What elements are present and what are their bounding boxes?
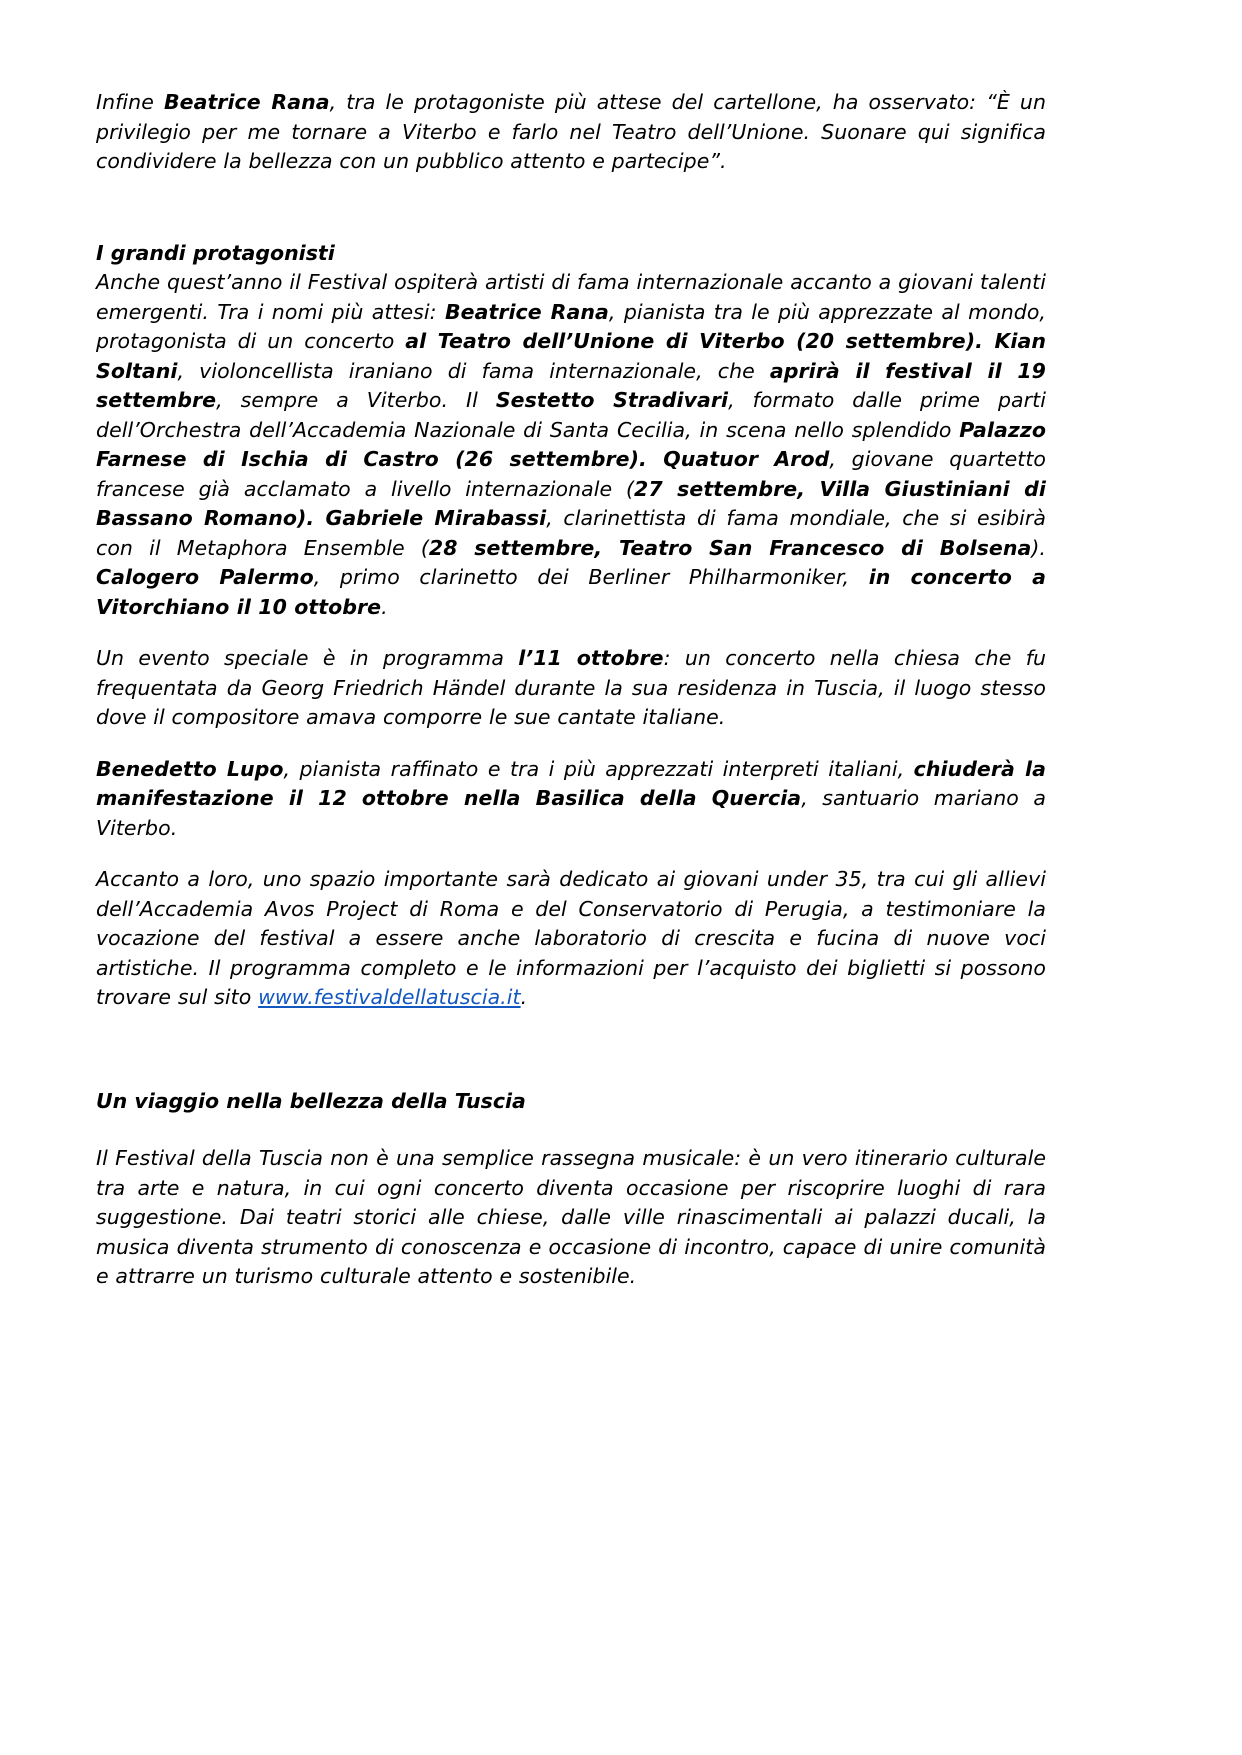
emphasis-bold-run: Palazzo Farnese di Ischia di Castro (26 settembre). Quatuor Arod <box>96 417 1046 471</box>
external-link-festival-site[interactable]: www.festivaldellatuscia.it <box>258 985 521 1009</box>
spacer <box>96 622 1046 644</box>
text-run: , formato dalle prime parti dell’Orchestra dell’Accademia Nazionale di Santa Cecilia, in scena nello splendido <box>96 388 1046 442</box>
text-run: , santuario mariano a Viterbo. <box>96 786 1046 840</box>
paragraph-evento-speciale <box>96 644 1046 733</box>
paragraph-protagonisti <box>96 268 1046 622</box>
spacer <box>96 1116 1046 1144</box>
text-run: , giovane quartetto francese già acclamato a livello internazionale ( <box>96 447 1046 501</box>
spacer <box>96 843 1046 865</box>
emphasis-bold-run: Calogero Palermo <box>96 565 314 589</box>
text-run: , sempre a Viterbo. Il <box>216 388 496 412</box>
text-run: , primo clarinetto dei Berliner Philharmoniker, <box>313 565 869 589</box>
document-body <box>96 88 1046 1292</box>
emphasis-bold-run: l’11 ottobre <box>518 646 664 670</box>
text-run: : un concerto nella chiesa che fu frequentata da Georg Friedrich Händel durante la sua residenza in Tuscia, il luogo stesso dove il compositore amava comporre le sue cantate italiane. <box>96 646 1047 729</box>
emphasis-bold-run: 27 settembre, Villa Giustiniani di Bassano Romano). Gabriele Mirabassi <box>96 476 1046 530</box>
paragraph-benedetto-lupo <box>96 755 1046 844</box>
text-run: Un evento speciale è in programma <box>96 646 519 670</box>
emphasis-bold-run: chiuderà la manifestazione il 12 ottobre nella Basilica della Quercia <box>96 756 1046 810</box>
text-run: , tra le protagoniste più attese del cartellone, ha osservato: “È un privilegio per me tornare a Viterbo e farlo nel Teatro dell’Unione. Suonare qui significa condividere la bellezza con un pubblico attento e partecipe”. <box>96 90 1047 173</box>
spacer <box>96 733 1046 755</box>
text-run: . <box>381 594 388 619</box>
emphasis-bold-run: Beatrice Rana <box>444 299 609 324</box>
text-run: , pianista raffinato e tra i più apprezzati interpreti italiani, <box>283 756 914 781</box>
text-run: Il Festival della Tuscia non è una semplice rassegna musicale: è un vero itinerario culturale tra arte e natura, in cui ogni concerto diventa occasione per riscoprire luoghi di rara suggestione. Dai teatri storici alle chiese, dalle ville rinascimentali ai palazzi ducali, la musica diventa strumento di conoscenza e occasione di incontro, capace di unire comunità e attrarre un turismo culturale attento e sostenibile. <box>96 1146 1046 1288</box>
paragraph-viaggio-tuscia <box>96 1144 1046 1292</box>
text-run: , clarinettista di fama mondiale, che si esibirà con il Metaphora Ensemble ( <box>96 506 1046 560</box>
emphasis-bold-run: Beatrice Rana <box>163 90 330 114</box>
emphasis-bold-run: 28 settembre, Teatro San Francesco di Bolsena <box>428 535 1032 560</box>
emphasis-bold-run: in concerto a Vitorchiano il 10 ottobre <box>96 565 1046 619</box>
emphasis-bold-run: al Teatro dell’Unione di Viterbo (20 settembre). Kian Soltani <box>96 329 1047 383</box>
section-heading-protagonisti: I grandi protagonisti <box>96 240 335 265</box>
text-run: Anche quest’anno il Festival ospiterà artisti di fama internazionale accanto a giovani talenti emergenti. Tra i nomi più attesi: <box>96 270 1046 324</box>
emphasis-bold-run: aprirà il festival il 19 settembre <box>96 358 1046 412</box>
emphasis-bold-run: Benedetto Lupo <box>96 756 284 781</box>
emphasis-bold-run: Sestetto Stradivari <box>495 388 729 412</box>
paragraph-giovani-under-35 <box>96 865 1046 1013</box>
spacer <box>96 177 1046 239</box>
text-run: , pianista tra le più apprezzate al mondo, protagonista di un concerto <box>96 299 1047 353</box>
spacer <box>96 1013 1046 1087</box>
section-heading-viaggio: Un viaggio nella bellezza della Tuscia <box>96 1088 526 1113</box>
text-run: Accanto a loro, uno spazio importante sarà dedicato ai giovani under 35, tra cui gli allievi dell’Accademia Avos Project di Roma e del Conservatorio di Perugia, a testimoniare la vocazione del festival a essere anche laboratorio di crescita e fucina di nuove voci artistiche. Il programma completo e le informazioni per l’acquisto dei biglietti si possono trovare sul sito <box>96 867 1046 1009</box>
text-run: ). <box>1031 535 1046 560</box>
text-run: Infine <box>96 90 164 114</box>
text-run: , violoncellista iraniano di fama internazionale, che <box>177 358 770 383</box>
text-run: . <box>520 985 528 1009</box>
paragraph-quote-rana <box>96 88 1046 177</box>
